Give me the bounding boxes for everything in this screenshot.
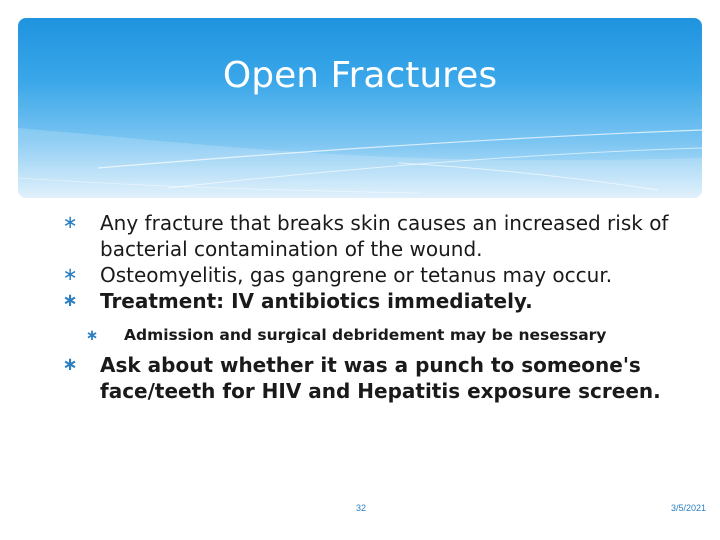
bullet-text: Osteomyelitis, gas gangrene or tetanus may occur. xyxy=(100,263,613,287)
bullet-item xyxy=(60,288,680,314)
bullet-item xyxy=(60,210,680,262)
title-banner xyxy=(18,18,702,198)
bullet-text: Any fracture that breaks skin causes an increased risk of bacterial contamination of the wound. xyxy=(100,211,669,261)
asterisk-icon: ∗ xyxy=(62,354,78,375)
asterisk-icon: ∗ xyxy=(62,264,78,285)
bullet-text: Ask about whether it was a punch to someone's face/teeth for HIV and Hepatitis exposure screen. xyxy=(100,353,661,403)
slide-date: 3/5/2021 xyxy=(670,503,706,513)
asterisk-icon: ∗ xyxy=(62,290,78,311)
sub-bullet-text: Admission and surgical debridement may be nesessary xyxy=(124,326,607,344)
bullet-text: Treatment: IV antibiotics immediately. xyxy=(100,289,533,313)
slide-title: Open Fractures xyxy=(222,55,498,96)
slide-body xyxy=(60,210,680,404)
banner-swoosh-decoration xyxy=(18,18,702,198)
bullet-item xyxy=(60,262,680,288)
asterisk-icon: ∗ xyxy=(62,212,78,233)
sub-bullet-item xyxy=(60,324,680,346)
asterisk-icon: ∗ xyxy=(85,326,99,344)
bullet-item xyxy=(60,352,680,404)
page-number: 32 xyxy=(355,503,366,513)
